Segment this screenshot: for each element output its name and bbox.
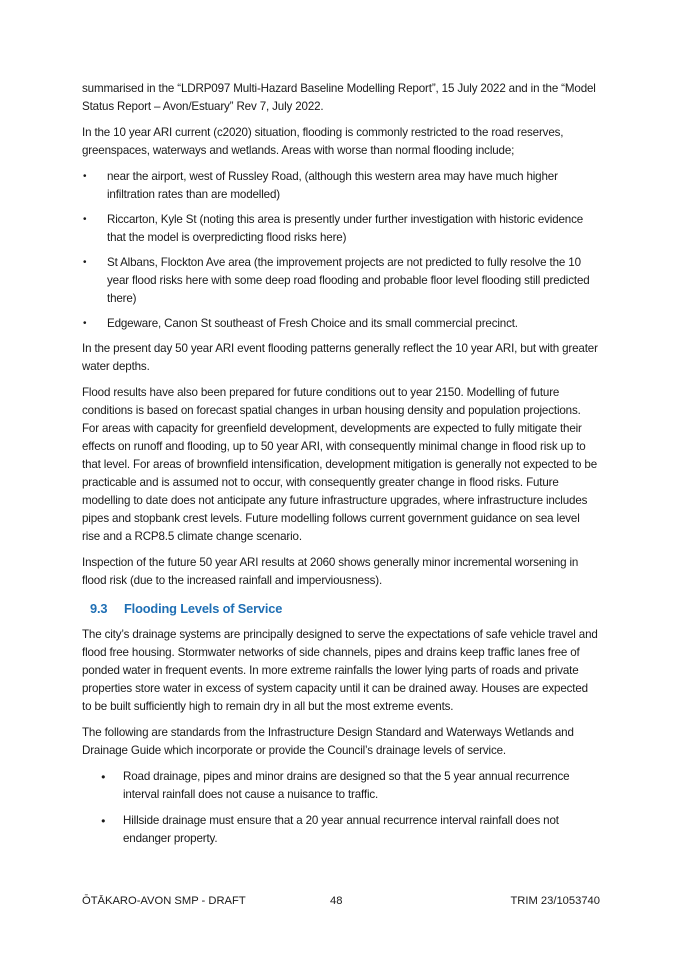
paragraph-future-conditions: Flood results have also been prepared for future conditions out to year 2150. Modelling of future conditions is based on forecast spatial changes in urban housing density and population projections. For areas with capacity for greenfield development, developments are expected to fully mitigate their effects on runoff and flooding, up to 50 year ARI, with consequently minimal change in flood risk up to that level. For areas of brownfield intensification, development mitigation is generally not expected to be practicable and is assumed not to occur, with consequently greater change in flood risks. Future modelling to date does not anticipate any future infrastructure upgrades, where infrastructure includes pipes and stopbank crest levels. Future modelling follows current government guidance on sea level rise and a RCP8.5 climate change scenario. xyxy=(82,386,597,543)
paragraph-50yr-ari: In the present day 50 year ARI event flooding patterns generally reflect the 10 year ARI, but with greater water depths. xyxy=(82,342,598,373)
footer-document-title: ŌTĀKARO-AVON SMP - DRAFT xyxy=(82,895,246,907)
flood-areas-list xyxy=(82,168,600,333)
page-footer xyxy=(82,893,600,909)
paragraph-standards: The following are standards from the Infrastructure Design Standard and Waterways Wetlands and Drainage Guide which incorporate or provide the Council’s drainage levels of service. xyxy=(82,726,574,757)
list-item: • Riccarton, Kyle St (noting this area is presently under further investigation with historic evidence that the model is overpredicting flood risks here) xyxy=(82,211,600,247)
section-heading xyxy=(82,600,600,618)
list-item: ● Road drainage, pipes and minor drains are designed so that the 5 year annual recurrence interval rainfall does not cause a nuisance to traffic. xyxy=(82,768,600,804)
section-number: 9.3 xyxy=(90,601,108,616)
page-content xyxy=(82,80,600,856)
paragraph-10yr-ari: In the 10 year ARI current (c2020) situation, flooding is commonly restricted to the road reserves, greenspaces, waterways and wetlands. Areas with worse than normal flooding include; xyxy=(82,126,564,157)
section-title: Flooding Levels of Service xyxy=(124,601,283,616)
paragraph-inspection: Inspection of the future 50 year ARI results at 2060 shows generally minor incremental worsening in flood risk (due to the increased rainfall and imperviousness). xyxy=(82,556,579,587)
footer-page-number: 48 xyxy=(330,895,343,907)
standards-list xyxy=(82,768,600,848)
paragraph-city-drainage: The city’s drainage systems are principally designed to serve the expectations of safe vehicle travel and flood free housing. Stormwater networks of side channels, pipes and drains keep traffic lanes free of ponded water in frequent events. In more extreme rainfalls the lower lying parts of roads and private properties store water in excess of system capacity until it can be drained away. Houses are expected to be built sufficiently high to remain dry in all but the most extreme events. xyxy=(82,628,598,713)
list-item: ● Hillside drainage must ensure that a 20 year annual recurrence interval rainfall does not endanger property. xyxy=(82,812,600,848)
list-item: • Edgeware, Canon St southeast of Fresh Choice and its small commercial precinct. xyxy=(82,315,600,333)
list-item: • St Albans, Flockton Ave area (the improvement projects are not predicted to fully resolve the 10 year flood risks here with some deep road flooding and probable floor level flooding still predicted there) xyxy=(82,254,600,308)
paragraph-intro: summarised in the “LDRP097 Multi-Hazard Baseline Modelling Report”, 15 July 2022 and in the “Model Status Report – Avon/Estuary” Rev 7, July 2022. xyxy=(82,82,596,113)
footer-trim-reference: TRIM 23/1053740 xyxy=(510,895,600,907)
list-item: • near the airport, west of Russley Road, (although this western area may have much higher infiltration rates than are modelled) xyxy=(82,168,600,204)
